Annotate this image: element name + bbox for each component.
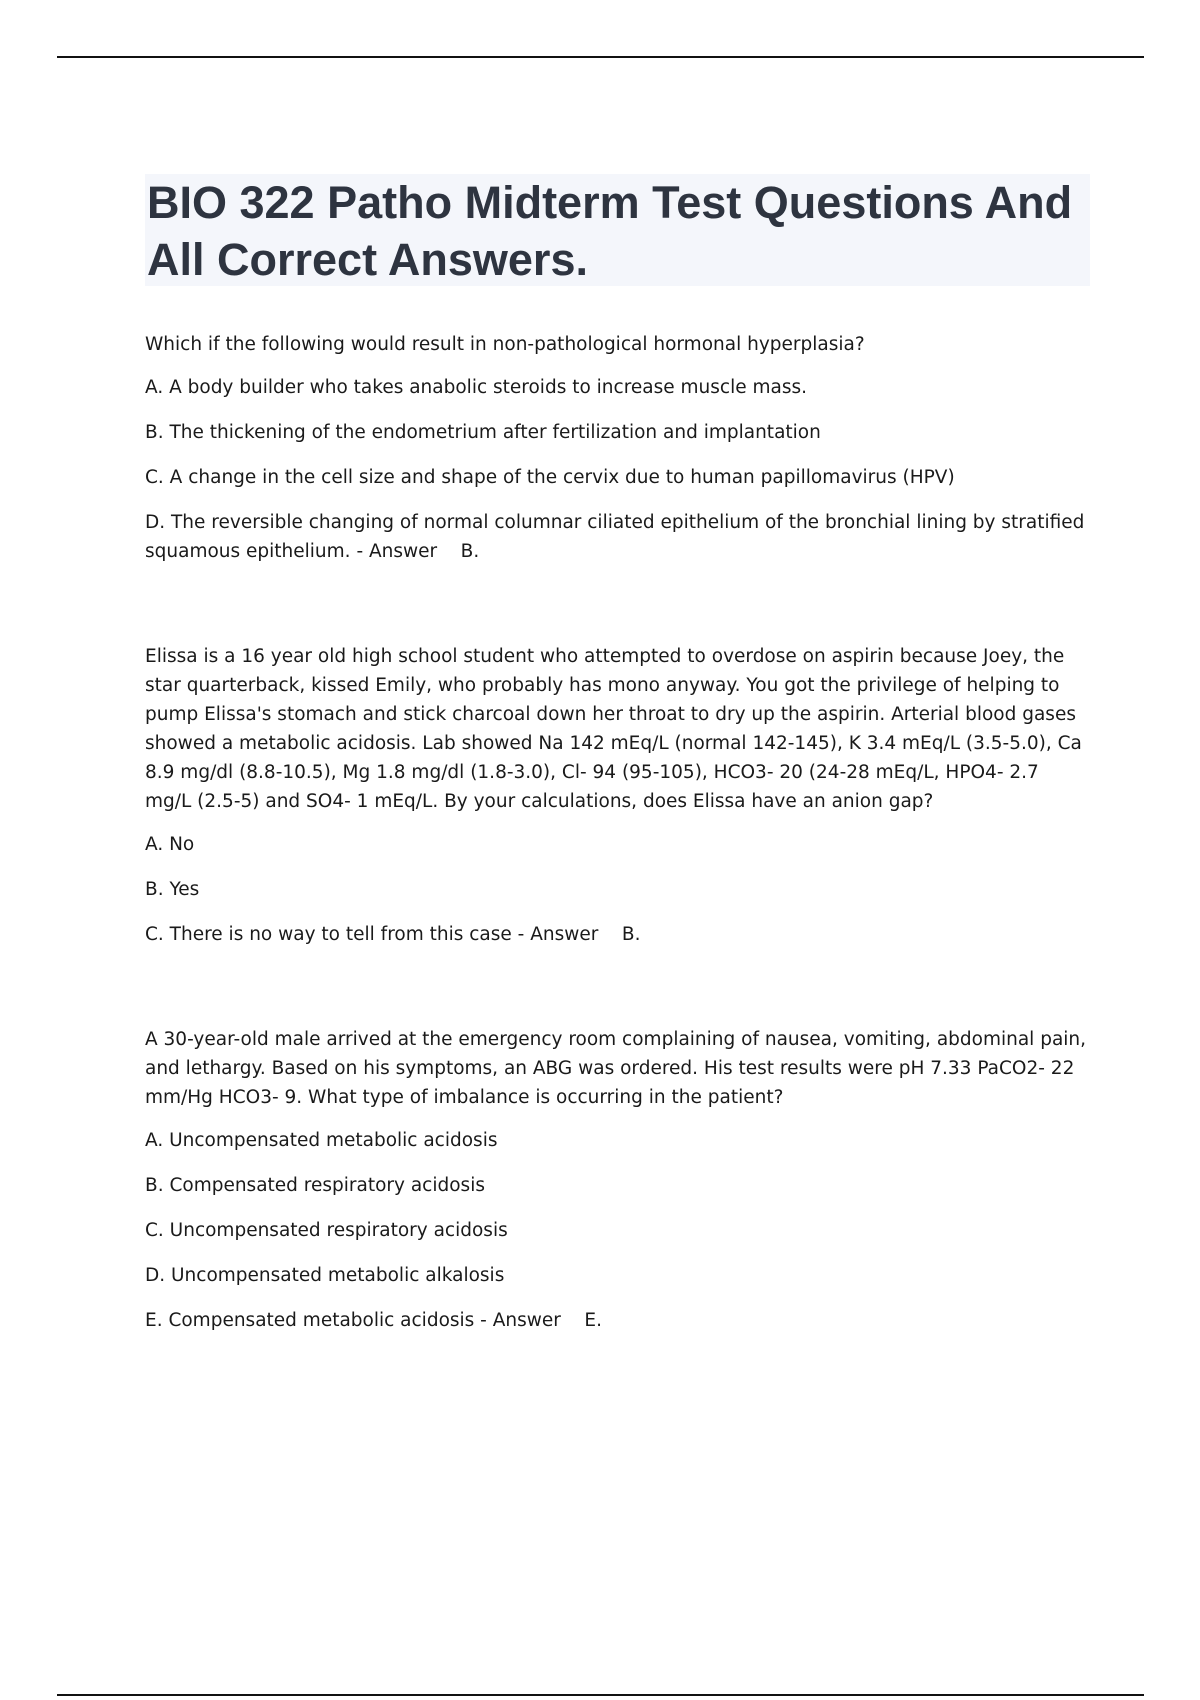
title-block	[145, 174, 1090, 286]
question-block-1	[145, 330, 1090, 566]
answer-option-d: D. Uncompensated metabolic alkalosis	[145, 1265, 505, 1286]
top-rule	[57, 56, 1144, 58]
answer-option-c: C. Uncompensated respiratory acidosis	[145, 1220, 508, 1241]
answer-option-c: C. There is no way to tell from this case - Answer B.	[145, 924, 641, 945]
answer-option-a: A. No	[145, 834, 195, 855]
answer-option-b: B. Yes	[145, 879, 200, 900]
answer-option-d: D. The reversible changing of normal columnar ciliated epithelium of the bronchial lining by stratified squamous epithelium. - Answer B.	[145, 512, 1091, 562]
answer-option-c: C. A change in the cell size and shape of the cervix due to human papillomavirus (HPV)	[145, 467, 955, 488]
answer-option-a: A. Uncompensated metabolic acidosis	[145, 1130, 498, 1151]
page-title: BIO 322 Patho Midterm Test Questions And All Correct Answers.	[147, 177, 1073, 285]
question-block-3	[145, 1025, 1090, 1335]
question-block-2	[145, 642, 1090, 949]
answer-option-a: A. A body builder who takes anabolic steroids to increase muscle mass.	[145, 377, 807, 398]
answer-option-b: B. The thickening of the endometrium after fertilization and implantation	[145, 422, 821, 443]
question-prompt: A 30-year-old male arrived at the emergency room complaining of nausea, vomiting, abdominal pain, and lethargy. Based on his symptoms, an ABG was ordered. His test results were pH 7.33 PaCO2- 22 mm/Hg HCO3- 9. What type of imbalance is occurring in the patient?	[145, 1029, 1087, 1108]
bottom-rule	[57, 1694, 1144, 1696]
question-prompt: Elissa is a 16 year old high school student who attempted to overdose on aspirin because Joey, the star quarterback, kissed Emily, who probably has mono anyway. You got the privilege of helping to pump Elissa's stomach and stick charcoal down her throat to dry up the aspirin. Arterial blood gases showed a metabolic acidosis. Lab showed Na 142 mEq/L (normal 142-145), K 3.4 mEq/L (3.5-5.0), Ca 8.9 mg/dl (8.8-10.5), Mg 1.8 mg/dl (1.8-3.0), Cl- 94 (95-105), HCO3- 20 (24-28 mEq/L, HPO4- 2.7 mg/L (2.5-5) and SO4- 1 mEq/L. By your calculations, does Elissa have an anion gap?	[145, 646, 1082, 812]
question-prompt: Which if the following would result in non-pathological hormonal hyperplasia?	[145, 334, 865, 355]
answer-option-e: E. Compensated metabolic acidosis - Answer E.	[145, 1310, 602, 1331]
document-body	[145, 330, 1090, 1411]
answer-option-b: B. Compensated respiratory acidosis	[145, 1175, 485, 1196]
